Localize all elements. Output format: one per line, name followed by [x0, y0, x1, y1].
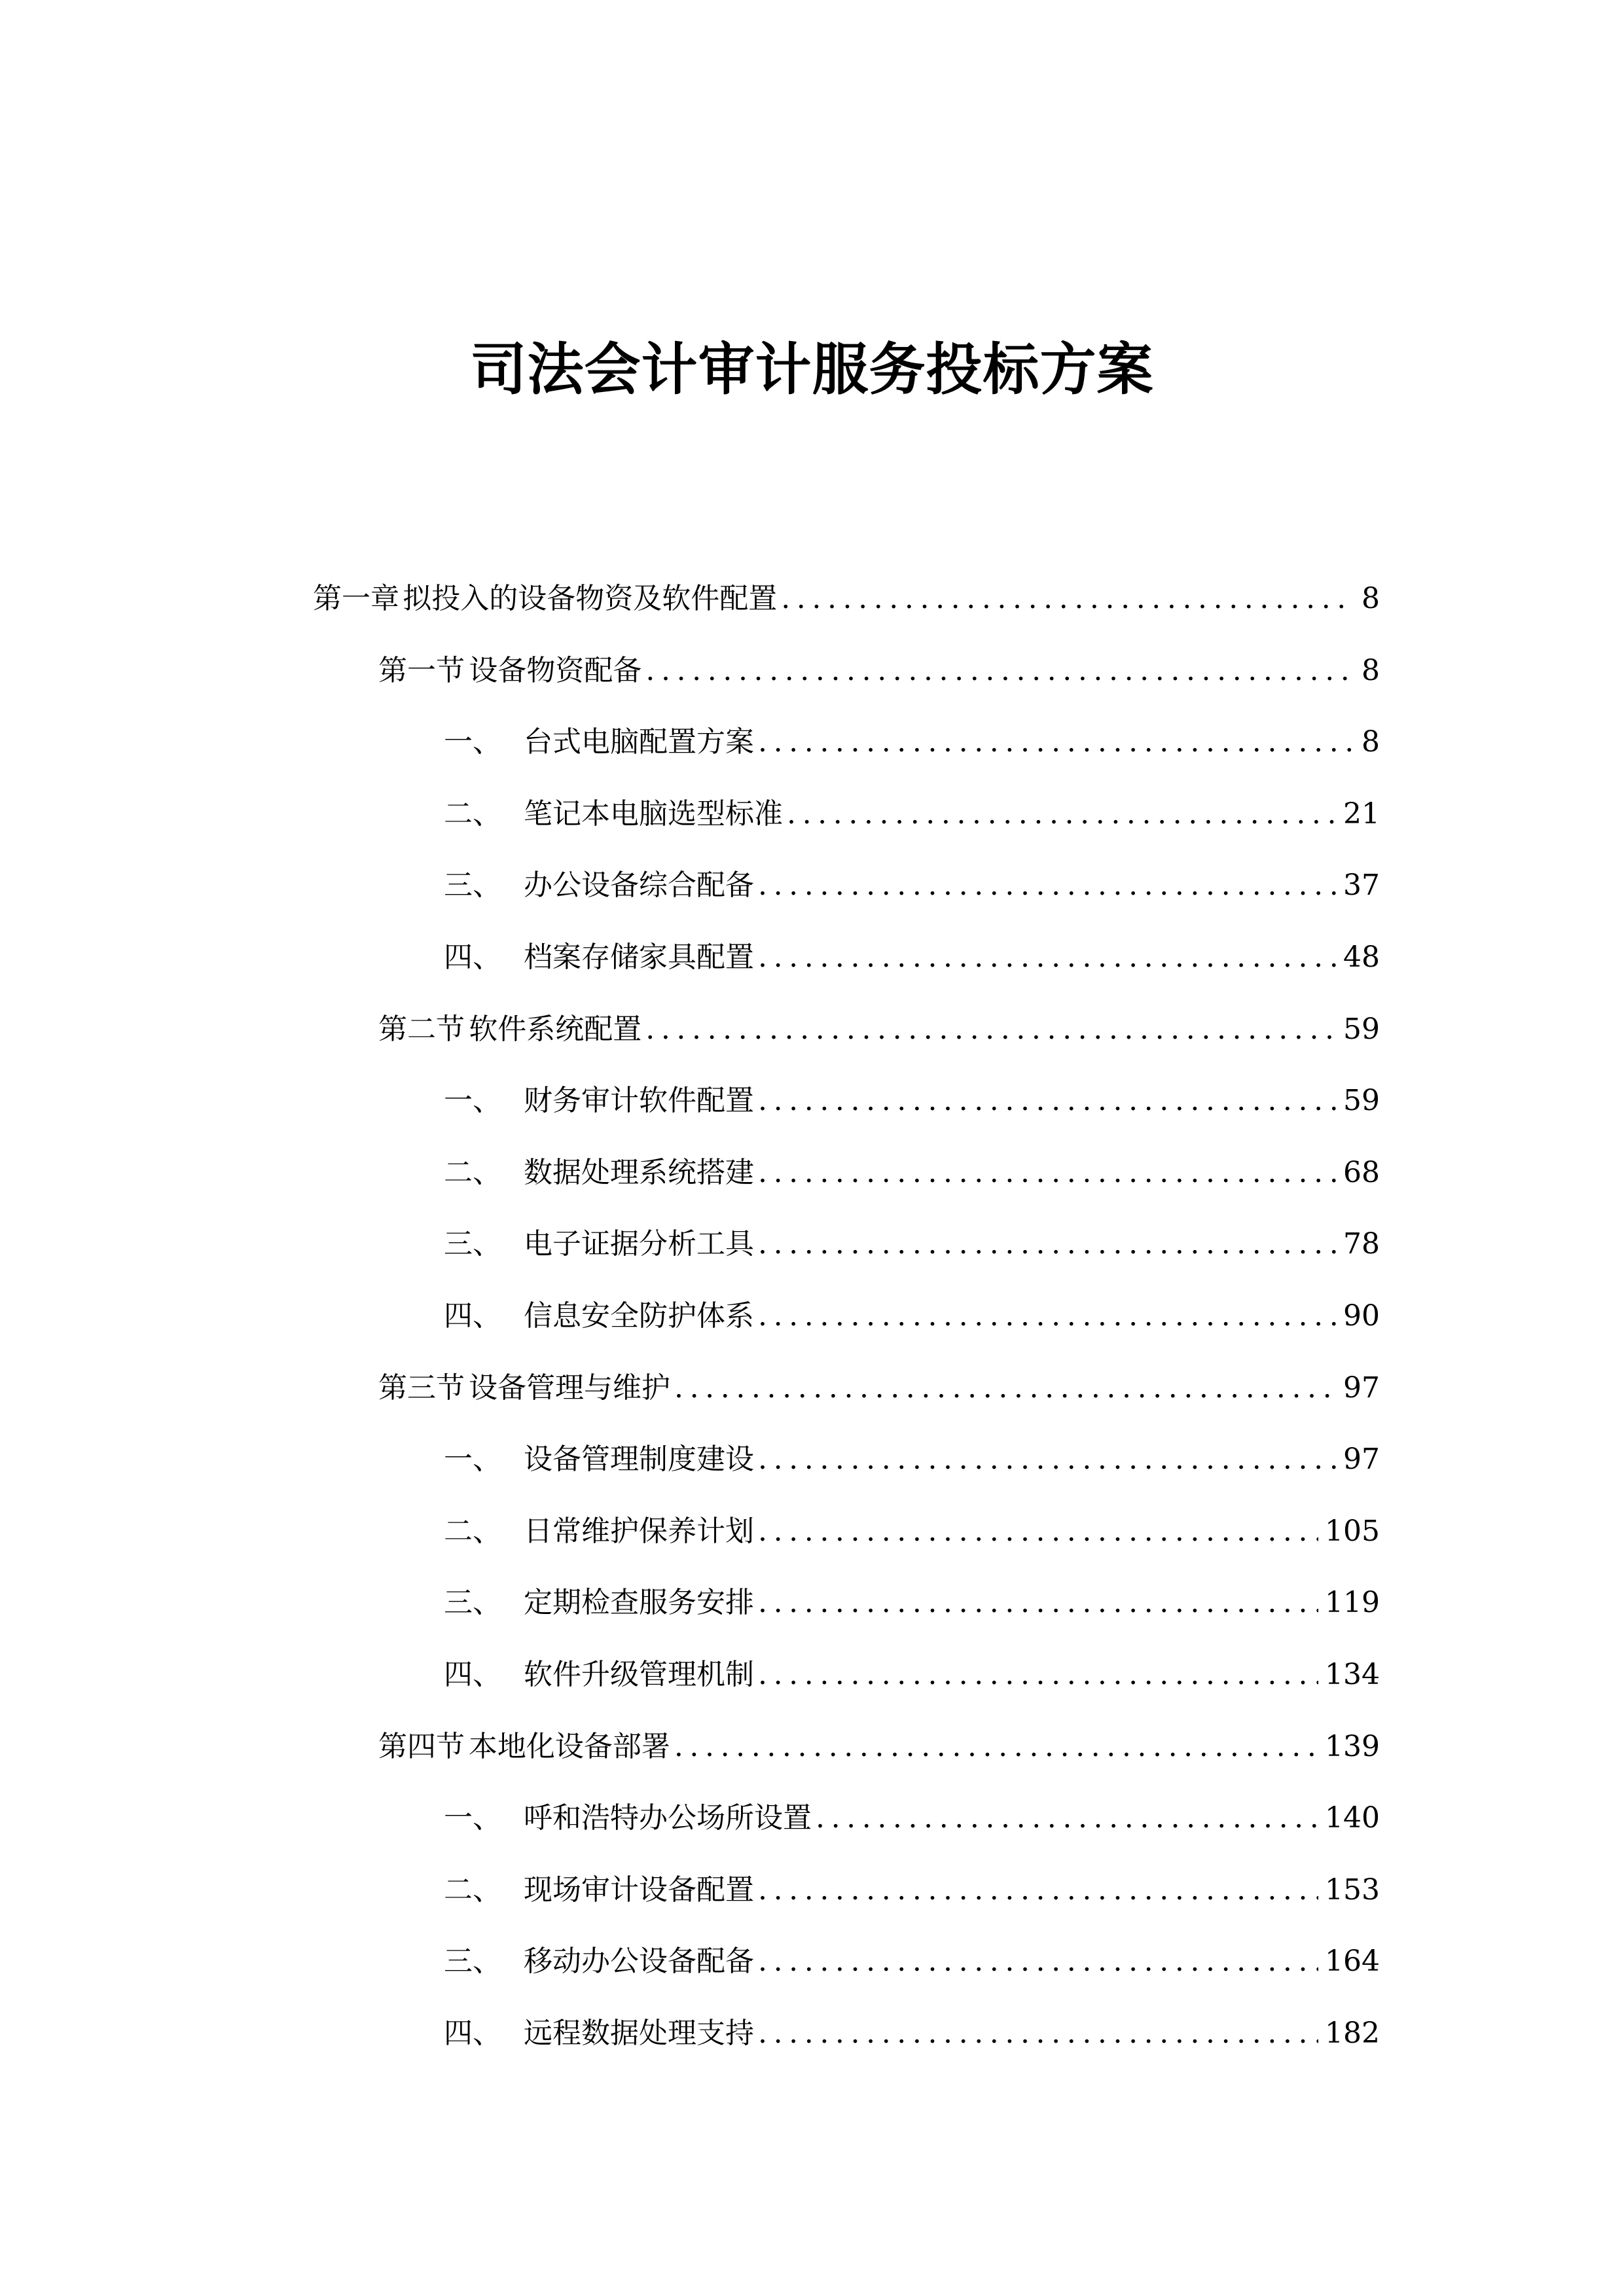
- toc-dot-leader: [674, 1724, 1318, 1770]
- toc-entry-label: 拟投入的设备物资及软件配置: [403, 582, 778, 615]
- toc-entry[interactable]: [444, 1580, 1380, 1626]
- toc-entry-label: 远程数据处理支持: [524, 2017, 754, 2050]
- toc-entry[interactable]: [444, 1867, 1380, 1913]
- toc-entry-label: 呼和浩特办公场所设置: [524, 1801, 812, 1835]
- page-title: 司法会计审计服务投标方案: [470, 337, 1154, 403]
- toc-entry-number: 二、: [444, 1156, 501, 1189]
- toc-entry[interactable]: [444, 1078, 1380, 1124]
- toc-entry[interactable]: [444, 1150, 1380, 1196]
- toc-entry-number: 第一章: [313, 582, 399, 615]
- toc-entry-label: 台式电脑配置方案: [524, 725, 754, 759]
- toc-entry-label: 本地化设备部署: [468, 1730, 670, 1763]
- toc-entry-number: 一、: [444, 1084, 501, 1117]
- toc-entry-label: 信息安全防护体系: [524, 1299, 754, 1333]
- toc-entry[interactable]: [444, 719, 1380, 765]
- toc-entry[interactable]: [378, 1007, 1380, 1052]
- toc-entry-page-number: 140: [1325, 1801, 1380, 1835]
- toc-dot-leader: [758, 2011, 1318, 2056]
- toc-dot-leader: [758, 1150, 1337, 1196]
- toc-dot-leader: [645, 1007, 1337, 1052]
- toc-entry-page-number: 153: [1325, 1873, 1380, 1907]
- toc-dot-leader: [758, 1867, 1318, 1913]
- toc-entry-number: 二、: [444, 1873, 501, 1907]
- toc-entry-page-number: 8: [1362, 582, 1380, 615]
- toc-entry[interactable]: [444, 1795, 1380, 1841]
- toc-entry-number: 一、: [444, 725, 501, 759]
- toc-dot-leader: [758, 1939, 1318, 1984]
- toc-entry-page-number: 68: [1343, 1156, 1380, 1189]
- toc-dot-leader: [758, 1221, 1337, 1267]
- toc-entry[interactable]: [313, 576, 1380, 622]
- toc-entry[interactable]: [378, 1724, 1380, 1770]
- toc-entry-page-number: 59: [1343, 1084, 1380, 1117]
- toc-dot-leader: [758, 1580, 1318, 1626]
- toc-entry[interactable]: [378, 648, 1380, 694]
- toc-entry-page-number: 48: [1343, 941, 1380, 974]
- toc-entry-label: 设备管理制度建设: [524, 1443, 754, 1476]
- toc-entry[interactable]: [444, 1509, 1380, 1554]
- toc-entry-number: 四、: [444, 941, 501, 974]
- toc-dot-leader: [758, 1509, 1318, 1554]
- toc-entry-label: 设备管理与维护: [469, 1371, 670, 1405]
- toc-entry-page-number: 59: [1343, 1013, 1380, 1046]
- toc-entry-number: 一、: [444, 1801, 501, 1835]
- toc-entry-number: 四、: [444, 1658, 501, 1691]
- toc-dot-leader: [787, 791, 1337, 837]
- toc-entry-page-number: 90: [1343, 1299, 1380, 1333]
- toc-entry[interactable]: [444, 1939, 1380, 1984]
- toc-dot-leader: [758, 1078, 1337, 1124]
- toc-entry-number: 第一节: [378, 654, 465, 687]
- toc-entry-number: 第四节: [378, 1730, 465, 1763]
- toc-entry-number: 二、: [444, 797, 501, 831]
- toc-entry-label: 设备物资配备: [469, 654, 642, 687]
- toc-entry-number: 四、: [444, 2017, 501, 2050]
- toc-entry-number: 四、: [444, 1299, 501, 1333]
- toc-entry[interactable]: [444, 2011, 1380, 2056]
- toc-entry[interactable]: [444, 1221, 1380, 1267]
- toc-entry-page-number: 8: [1362, 654, 1380, 687]
- toc-entry-label: 软件系统配置: [469, 1013, 642, 1046]
- toc-entry[interactable]: [378, 1365, 1380, 1411]
- toc-entry-label: 软件升级管理机制: [524, 1658, 754, 1691]
- toc-entry[interactable]: [444, 1293, 1380, 1339]
- toc-entry-page-number: 134: [1325, 1658, 1380, 1691]
- toc-entry-label: 数据处理系统搭建: [524, 1156, 754, 1189]
- toc-entry-label: 移动办公设备配备: [524, 1945, 754, 1978]
- toc-entry-label: 现场审计设备配置: [524, 1873, 754, 1907]
- toc-entry-page-number: 182: [1325, 2017, 1380, 2050]
- toc-entry-number: 二、: [444, 1515, 501, 1548]
- toc-entry-page-number: 21: [1343, 797, 1380, 831]
- toc-entry-page-number: 97: [1343, 1443, 1380, 1476]
- toc-dot-leader: [674, 1365, 1337, 1411]
- toc-entry-label: 笔记本电脑选型标准: [524, 797, 783, 831]
- toc-dot-leader: [816, 1795, 1318, 1841]
- toc-entry-label: 档案存储家具配置: [524, 941, 754, 974]
- toc-entry-number: 一、: [444, 1443, 501, 1476]
- toc-entry-label: 日常维护保养计划: [524, 1515, 754, 1548]
- toc-dot-leader: [781, 576, 1355, 622]
- toc-entry-label: 财务审计软件配置: [524, 1084, 754, 1117]
- toc-dot-leader: [758, 935, 1337, 980]
- toc-entry-number: 第三节: [378, 1371, 465, 1405]
- toc-entry-label: 定期检查服务安排: [524, 1586, 754, 1619]
- toc-entry-page-number: 139: [1325, 1730, 1380, 1763]
- toc-entry-page-number: 119: [1325, 1586, 1380, 1619]
- toc-entry[interactable]: [444, 863, 1380, 908]
- toc-entry[interactable]: [444, 791, 1380, 837]
- toc-entry-number: 第二节: [378, 1013, 465, 1046]
- toc-entry-label: 电子证据分析工具: [524, 1227, 754, 1261]
- toc-entry-page-number: 164: [1325, 1945, 1380, 1978]
- toc-entry-page-number: 37: [1343, 869, 1380, 902]
- toc-entry[interactable]: [444, 1437, 1380, 1482]
- toc-dot-leader: [645, 648, 1355, 694]
- toc-entry-number: 三、: [444, 1945, 501, 1978]
- toc-dot-leader: [758, 1652, 1318, 1698]
- toc-entry-page-number: 8: [1362, 725, 1380, 759]
- toc-entry-number: 三、: [444, 869, 501, 902]
- toc-entry-number: 三、: [444, 1586, 501, 1619]
- toc-dot-leader: [758, 1437, 1337, 1482]
- toc-entry-number: 三、: [444, 1227, 501, 1261]
- toc-dot-leader: [758, 863, 1337, 908]
- toc-entry-page-number: 97: [1343, 1371, 1380, 1405]
- toc-entry-label: 办公设备综合配备: [524, 869, 754, 902]
- toc-entry-page-number: 105: [1325, 1515, 1380, 1548]
- toc-entry[interactable]: [444, 935, 1380, 980]
- toc-entry-page-number: 78: [1343, 1227, 1380, 1261]
- toc-entry[interactable]: [444, 1652, 1380, 1698]
- toc-dot-leader: [758, 719, 1355, 765]
- toc-dot-leader: [758, 1293, 1337, 1339]
